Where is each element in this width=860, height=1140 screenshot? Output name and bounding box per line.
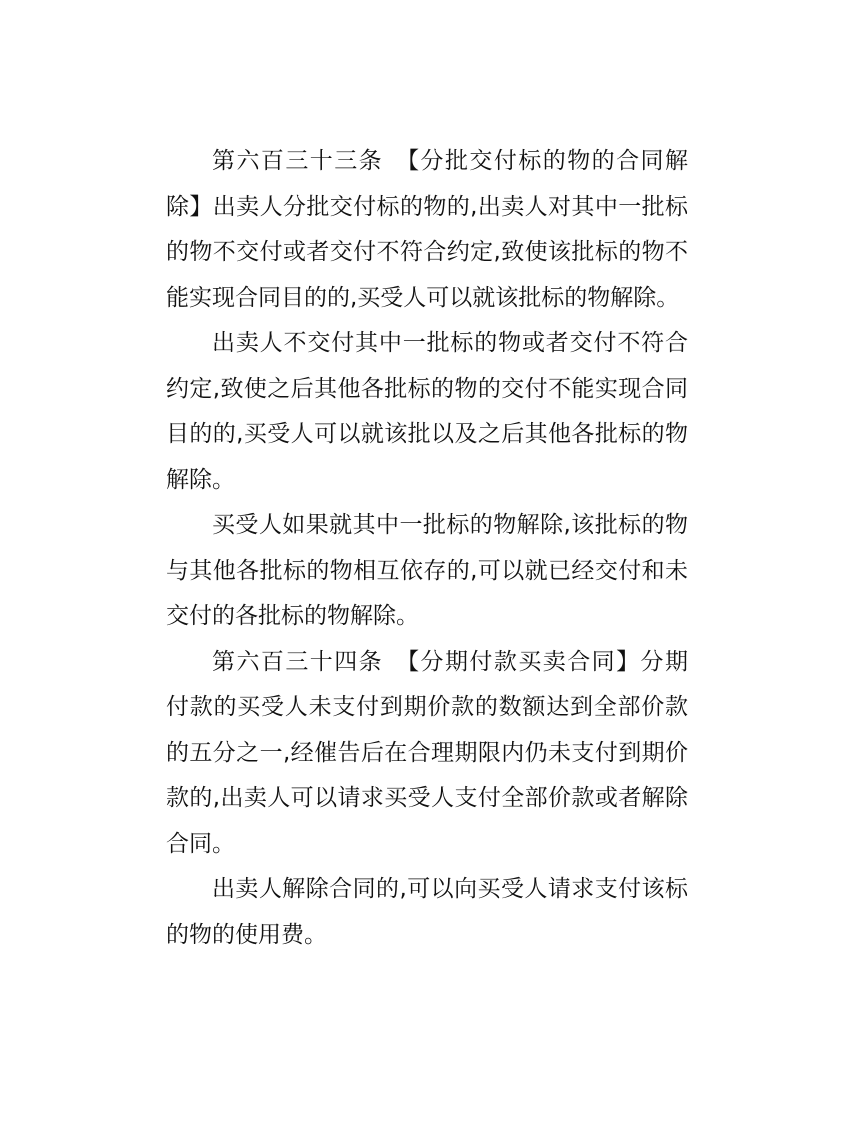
paragraph-article-634: [166, 640, 688, 868]
text-line: 合同。: [166, 830, 235, 857]
text-line: 的物不交付或者交付不符合约定,致使该批标的物不: [166, 239, 688, 265]
text-line: 付款的买受人未支付到期价款的数额达到全部价款: [166, 694, 688, 720]
text-line: 能实现合同目的的,买受人可以就该批标的物解除。: [166, 284, 680, 311]
text-line: 买受人如果就其中一批标的物解除,该批标的物: [212, 512, 688, 538]
paragraph-article-633-clause-2: [166, 321, 688, 503]
paragraph-article-634-clause-2: [166, 867, 688, 958]
text-line: 目的的,买受人可以就该批以及之后其他各批标的物: [166, 421, 688, 447]
text-line: 除】出卖人分批交付标的物的,出卖人对其中一批标: [166, 193, 688, 220]
text-line: 出卖人不交付其中一批标的物或者交付不符合: [212, 330, 688, 356]
text-line: 的物的使用费。: [166, 921, 327, 948]
text-line: 解除。: [166, 466, 235, 493]
text-line: 约定,致使之后其他各批标的物的交付不能实现合同: [166, 375, 688, 402]
text-line: 的五分之一,经催告后在合理期限内仍未支付到期价: [166, 739, 688, 766]
paragraph-article-633-clause-3: [166, 503, 688, 640]
text-line: 款的,出卖人可以请求买受人支付全部价款或者解除: [166, 785, 688, 811]
text-line: 第六百三十三条 【分批交付标的物的合同解: [212, 148, 688, 174]
text-line: 交付的各批标的物解除。: [166, 603, 419, 629]
paragraph-article-633: [166, 139, 688, 321]
document-body: [166, 139, 688, 958]
text-line: 第六百三十四条 【分期付款买卖合同】分期: [212, 648, 688, 675]
text-line: 出卖人解除合同的,可以向买受人请求支付该标: [212, 876, 688, 902]
text-line: 与其他各批标的物相互依存的,可以就已经交付和未: [166, 557, 688, 584]
